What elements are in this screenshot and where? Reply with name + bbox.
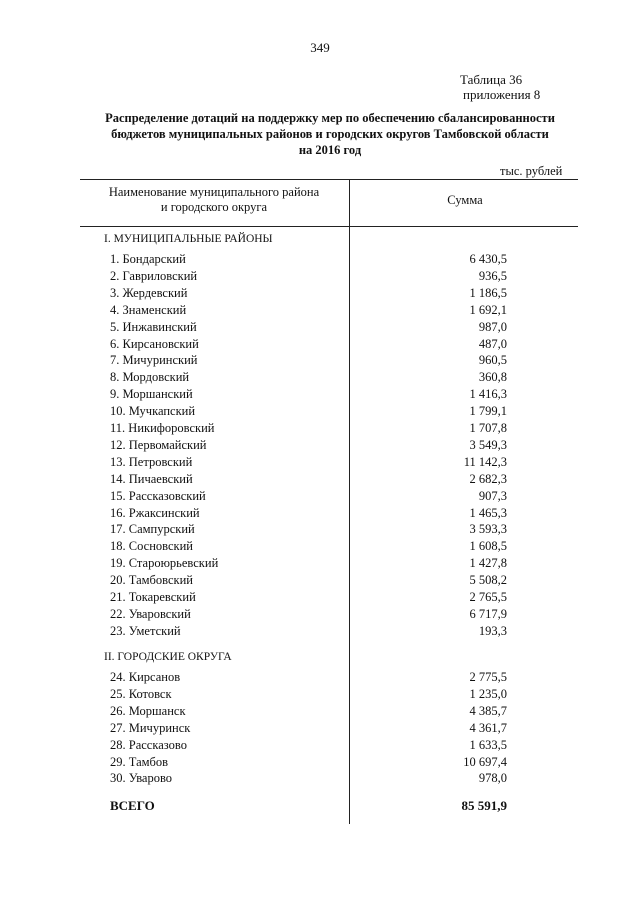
row-value: 2 682,3 xyxy=(469,471,507,486)
row-name: 3. Жердевский xyxy=(110,285,188,300)
row-name: 4. Знаменский xyxy=(110,302,187,317)
row-name: 11. Никифоровский xyxy=(110,421,215,435)
row-value: 1 465,3 xyxy=(469,505,507,520)
row-value: 3 549,3 xyxy=(469,437,507,452)
row-name: 19. Староюрьевский xyxy=(110,556,219,571)
column-divider xyxy=(349,179,350,824)
total-label: ВСЕГО xyxy=(110,798,155,813)
unit-label: тыс. рублей xyxy=(500,164,563,178)
row-value: 1 707,8 xyxy=(469,421,507,435)
row-value: 6 717,9 xyxy=(469,606,507,621)
row-name: 21. Токаревский xyxy=(110,590,196,604)
header-bottom-rule xyxy=(80,226,578,227)
total-value: 85 591,9 xyxy=(461,798,507,813)
row-value: 3 593,3 xyxy=(469,522,507,537)
row-name: 30. Уварово xyxy=(110,771,173,786)
row-name: 13. Петровский xyxy=(110,454,193,469)
row-value: 10 697,4 xyxy=(463,754,507,769)
row-name: 9. Моршанский xyxy=(110,387,193,402)
row-name: 14. Пичаевский xyxy=(110,471,193,486)
column-header-sum: Сумма xyxy=(447,193,483,207)
row-value: 4 361,7 xyxy=(469,720,507,735)
row-value: 987,0 xyxy=(478,319,507,334)
row-name: 23. Уметский xyxy=(110,623,181,638)
row-value: 2 775,5 xyxy=(469,670,507,684)
row-name: 17. Сампурский xyxy=(110,522,195,537)
row-name: 25. Котовск xyxy=(110,686,172,701)
table-top-rule xyxy=(80,179,578,180)
row-value: 193,3 xyxy=(478,623,507,638)
row-value: 936,5 xyxy=(478,268,507,283)
title-line-2: бюджетов муниципальных районов и городских округов Тамбовской области xyxy=(111,127,549,141)
row-value: 1 692,1 xyxy=(469,302,507,317)
row-name: 29. Тамбов xyxy=(110,754,169,769)
row-value: 11 142,3 xyxy=(463,454,507,469)
row-value: 5 508,2 xyxy=(469,573,507,588)
row-value: 1 416,3 xyxy=(469,387,507,402)
row-name: 10. Мучкапский xyxy=(110,404,196,419)
row-name: 5. Инжавинский xyxy=(110,319,197,334)
row-name: 6. Кирсановский xyxy=(110,336,199,351)
row-name: 8. Мордовский xyxy=(110,370,190,385)
row-value: 360,8 xyxy=(478,370,507,385)
row-value: 6 430,5 xyxy=(469,252,507,266)
row-name: 20. Тамбовский xyxy=(110,573,193,588)
row-name: 12. Первомайский xyxy=(110,437,207,452)
row-name: 16. Ржаксинский xyxy=(110,505,200,520)
document-title xyxy=(70,110,590,158)
title-line-1: Распределение дотаций на поддержку мер по обеспечению сбалансированности xyxy=(105,111,555,125)
row-name: 24. Кирсанов xyxy=(110,670,181,684)
row-value: 1 799,1 xyxy=(469,404,507,419)
row-value: 1 633,5 xyxy=(469,737,507,752)
appendix-number: приложения 8 xyxy=(463,87,541,102)
title-line-3: на 2016 год xyxy=(298,143,362,157)
row-name: 26. Моршанск xyxy=(110,703,186,718)
table-number: Таблица 36 xyxy=(460,72,523,87)
row-value: 4 385,7 xyxy=(469,703,507,718)
row-name: 2. Гавриловский xyxy=(110,268,198,283)
row-name: 1. Бондарский xyxy=(110,252,186,266)
row-value: 2 765,5 xyxy=(469,590,507,604)
section-title: I. МУНИЦИПАЛЬНЫЕ РАЙОНЫ xyxy=(104,233,273,245)
row-name: 7. Мичуринский xyxy=(110,353,198,368)
row-name: 18. Сосновский xyxy=(110,539,193,554)
column-header-name: Наименование муниципального района и городского округа xyxy=(108,185,320,214)
row-value: 1 235,0 xyxy=(469,686,507,701)
row-name: 15. Рассказовский xyxy=(110,488,206,503)
page-number: 349 xyxy=(310,40,330,55)
row-value: 978,0 xyxy=(478,771,507,786)
row-value: 487,0 xyxy=(478,336,507,351)
row-value: 907,3 xyxy=(478,488,507,503)
row-value: 1 608,5 xyxy=(469,539,507,554)
row-name: 27. Мичуринск xyxy=(110,720,191,735)
row-name: 28. Рассказово xyxy=(110,737,187,752)
row-name: 22. Уваровский xyxy=(110,606,191,621)
section-title: II. ГОРОДСКИЕ ОКРУГА xyxy=(104,651,232,663)
row-value: 1 427,8 xyxy=(469,556,507,571)
row-value: 1 186,5 xyxy=(469,285,507,300)
table-reference xyxy=(460,72,540,102)
row-value: 960,5 xyxy=(478,353,507,368)
